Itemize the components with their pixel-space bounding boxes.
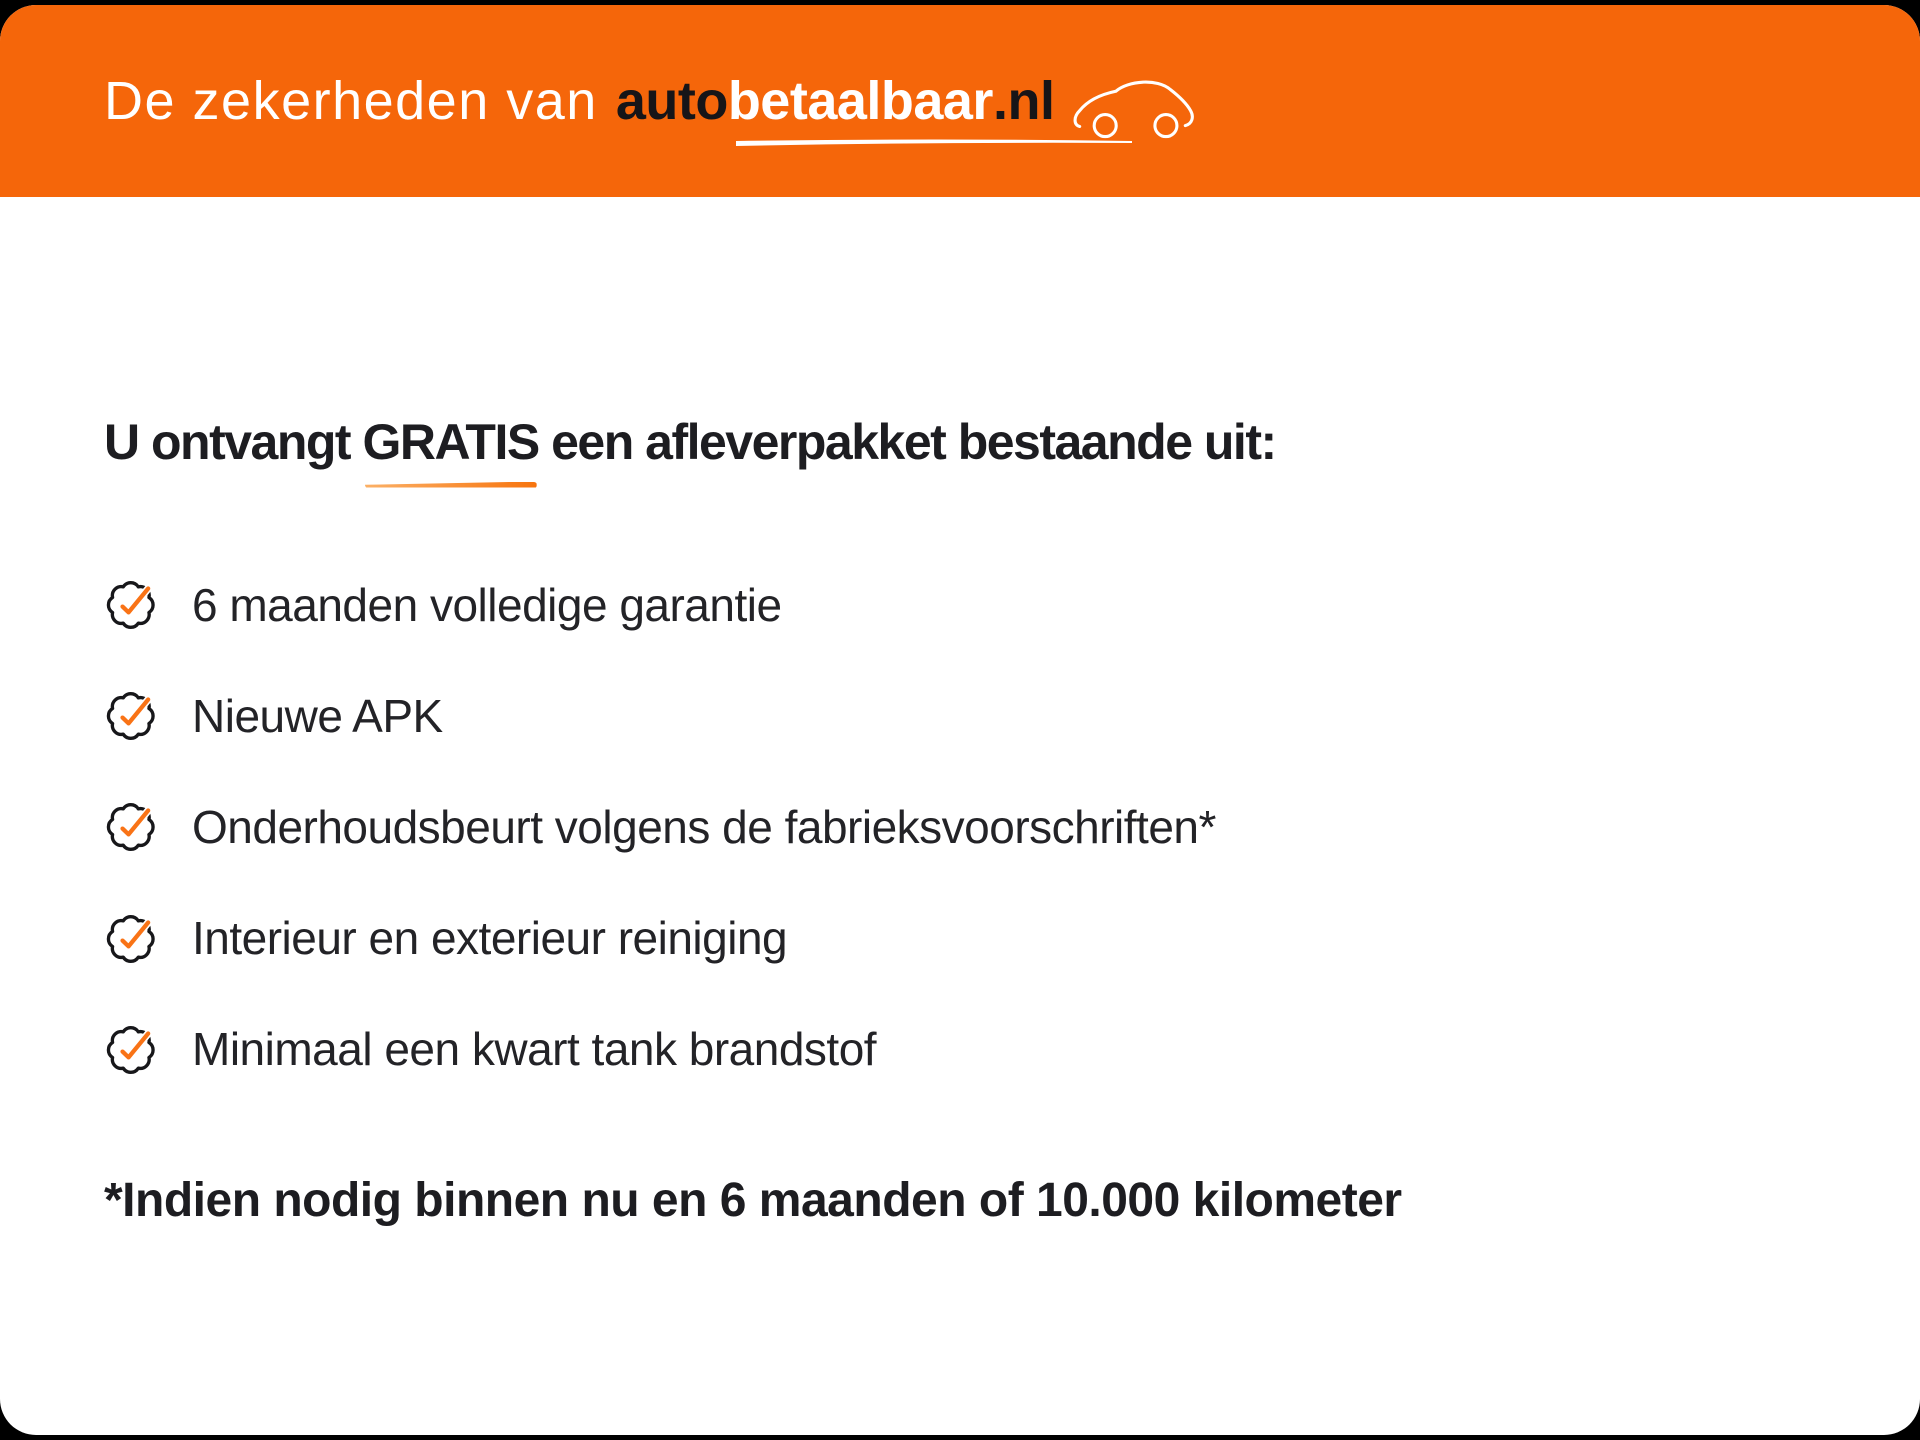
list-item-label: Nieuwe APK bbox=[192, 689, 443, 742]
badge-check-icon bbox=[104, 800, 162, 854]
header-banner bbox=[0, 5, 1920, 197]
list-item-label: Onderhoudsbeurt volgens de fabrieksvoorschriften* bbox=[192, 800, 1216, 853]
footnote: *Indien nodig binnen nu en 6 maanden of 10.000 kilometer bbox=[104, 1174, 1402, 1228]
badge-check-icon bbox=[104, 578, 162, 632]
content bbox=[0, 411, 1920, 1228]
car-outline-icon bbox=[1070, 70, 1202, 146]
logo-part-betaalbaar: betaalbaar bbox=[727, 71, 993, 131]
heading-pre: U ontvangt bbox=[104, 414, 351, 470]
list-item bbox=[104, 800, 1840, 855]
heading-highlight-text: GRATIS bbox=[362, 414, 539, 470]
list-item bbox=[104, 689, 1840, 744]
list-item bbox=[104, 1022, 1840, 1077]
benefits-list bbox=[104, 578, 1840, 1078]
logo-underline-swoosh bbox=[734, 138, 1134, 146]
logo-part-nl: .nl bbox=[992, 71, 1055, 131]
brand-logo bbox=[616, 70, 1203, 132]
badge-check-icon bbox=[104, 1023, 162, 1077]
page-title bbox=[104, 411, 1840, 474]
list-item bbox=[104, 911, 1840, 966]
badge-check-icon bbox=[104, 912, 162, 966]
header-title: De zekerheden van bbox=[104, 71, 598, 131]
gratis-underline bbox=[365, 482, 537, 488]
list-item-label: 6 maanden volledige garantie bbox=[192, 578, 782, 631]
logo-part-auto: auto bbox=[615, 71, 728, 131]
list-item-label: Interieur en exterieur reiniging bbox=[192, 912, 788, 965]
heading-highlight bbox=[363, 411, 539, 474]
list-item bbox=[104, 578, 1840, 633]
promo-card bbox=[0, 5, 1920, 1435]
badge-check-icon bbox=[104, 689, 162, 743]
list-item-label: Minimaal een kwart tank brandstof bbox=[192, 1023, 877, 1076]
heading-post: een afleverpakket bestaande uit: bbox=[551, 414, 1276, 470]
